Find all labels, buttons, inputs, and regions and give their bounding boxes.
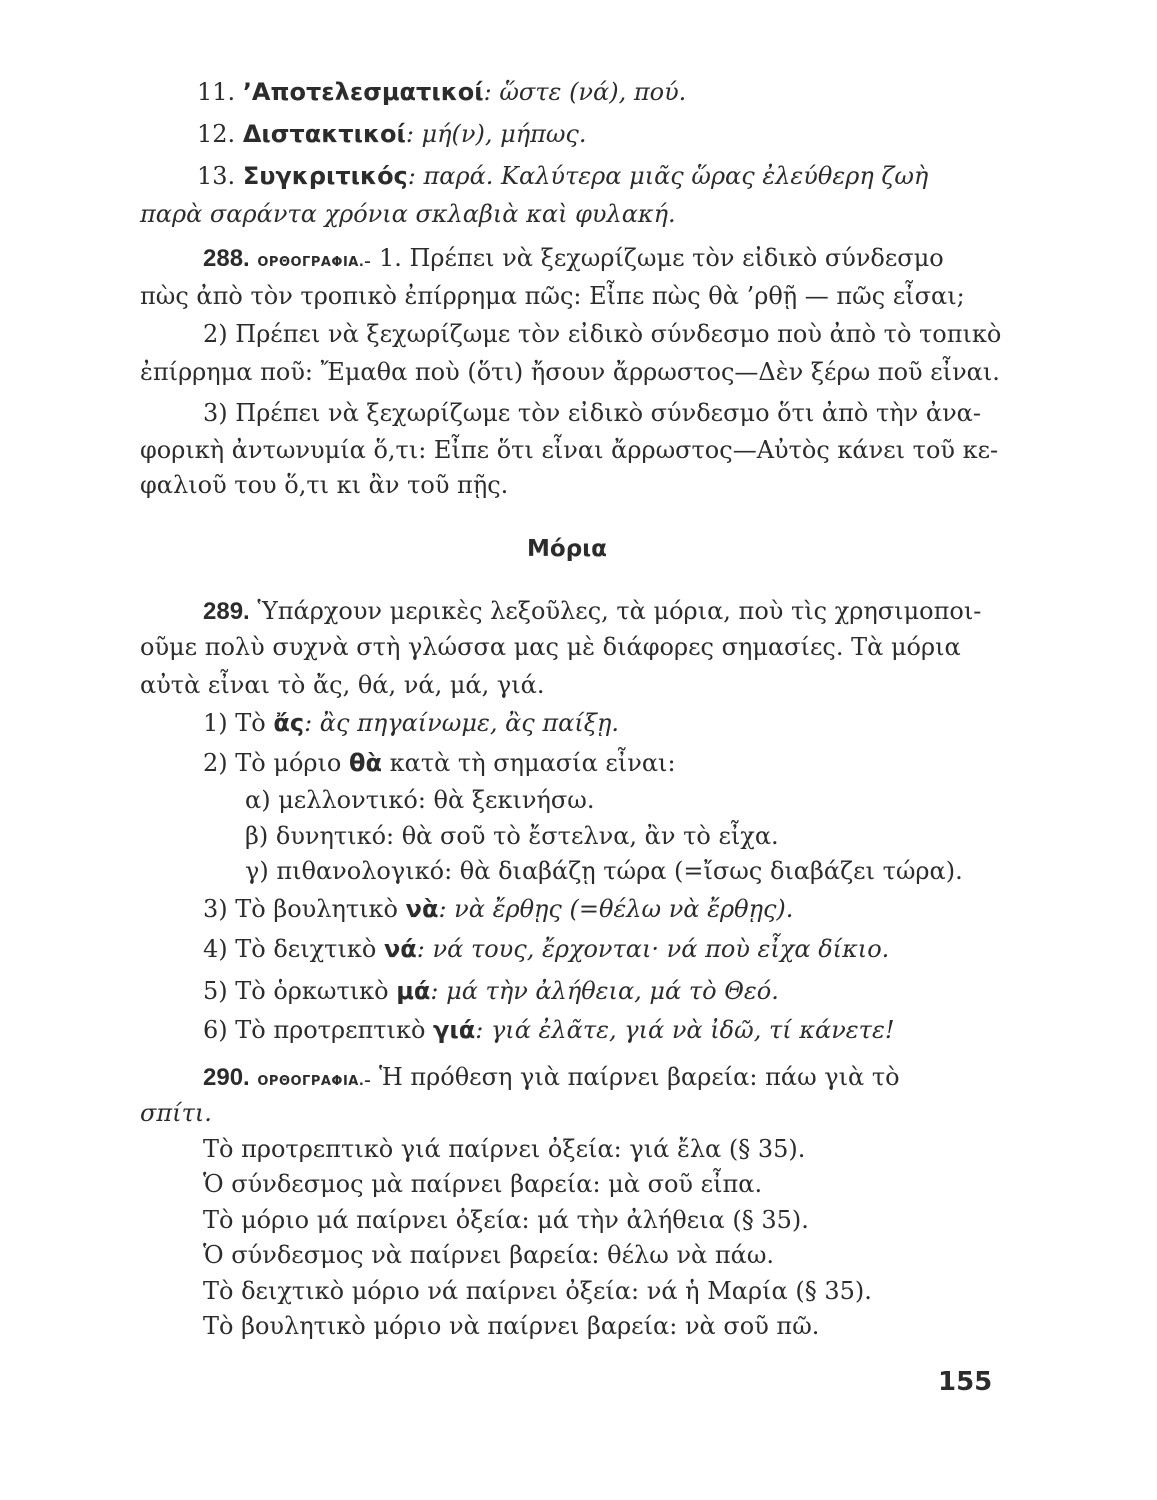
paragraph-line: ἐπίρρημα ποῦ: Ἔμαθα ποὺ (ὅτι) ἤσουν ἄρρωστος—Δὲν ξέρω ποῦ εἶναι. — [140, 358, 1000, 386]
list-item-11: 11. ’Αποτελεσματικοί: ὥστε (νά), πού. — [197, 78, 687, 106]
sub-item: β) δυνητικό: θὰ σοῦ τὸ ἔστελνα, ἂν τὸ εἶχα. — [245, 822, 779, 850]
rule-line: Τὸ μόριο μά παίρνει ὀξεία: μά τὴν ἀλήθεια (§ 35). — [203, 1206, 809, 1234]
rule-line: Ὁ σύνδεσμος νὰ παίρνει βαρεία: θέλω νὰ πάω. — [203, 1241, 775, 1269]
paragraph-line: πὼς ἀπὸ τὸν τροπικὸ ἐπίρρημα πῶς: Εἶπε πὼς θὰ ’ρθῇ — πῶς εἶσαι; — [140, 282, 965, 310]
rule-line: Τὸ προτρεπτικὸ γιά παίρνει ὀξεία: γιά ἔλα (§ 35). — [203, 1135, 806, 1163]
list-item-13: 13. Συγκριτικός: παρά. Καλύτερα μιᾶς ὥρας ἐλεύθερη ζωὴ — [197, 162, 929, 190]
sub-item: α) μελλοντικό: θὰ ξεκινήσω. — [245, 786, 595, 814]
paragraph-line: οῦμε πολὺ συχνὰ στὴ γλώσσα μας μὲ διάφορες σημασίες. Τὰ μόρια — [140, 633, 961, 661]
list-item-12: 12. Διστακτικοί: μή(ν), μήπως. — [197, 120, 587, 148]
list-item-13-cont: παρὰ σαράντα χρόνια σκλαβιὰ καὶ φυλακή. — [140, 200, 676, 228]
list-item: 6) Τὸ προτρεπτικὸ γιά: γιά ἐλᾶτε, γιά νὰ ἰδῶ, τί κάνετε! — [203, 1016, 895, 1044]
section-heading: Μόρια — [527, 536, 607, 562]
section-290: 290. ΟΡΘΟΓΡΑΦΙΑ.– Ἡ πρόθεση γιὰ παίρνει βαρεία: πάω γιὰ τὸ — [203, 1063, 900, 1091]
list-item: 2) Τὸ μόριο θὰ κατὰ τὴ σημασία εἶναι: — [203, 749, 676, 777]
paragraph-line: 3) Πρέπει νὰ ξεχωρίζωμε τὸν εἰδικὸ σύνδεσμο ὅτι ἀπὸ τὴν ἀνα- — [203, 399, 981, 427]
paragraph-line: φορικὴ ἀντωνυμία ὅ,τι: Εἶπε ὅτι εἶναι ἄρρωστος—Αὐτὸς κάνει τοῦ κε- — [140, 436, 999, 464]
list-item: 4) Τὸ δειχτικὸ νά: νά τους, ἔρχονται· νά ποὺ εἶχα δίκιο. — [203, 935, 890, 963]
list-item: 5) Τὸ ὁρκωτικὸ μά: μά τὴν ἀλήθεια, μά τὸ Θεό. — [203, 977, 779, 1005]
list-item: 1) Τὸ ἄς: ἂς πηγαίνωμε, ἂς παίξῃ. — [203, 709, 619, 737]
section-288: 288. ΟΡΘΟΓΡΑΦΙΑ.– 1. Πρέπει νὰ ξεχωρίζωμε τὸν εἰδικὸ σύνδεσμο — [203, 244, 944, 272]
sub-item: γ) πιθανολογικό: θὰ διαβάζῃ τώρα (=ἴσως διαβάζει τώρα). — [245, 857, 963, 885]
rule-line: Τὸ δειχτικὸ μόριο νά παίρνει ὀξεία: νά ἡ Μαρία (§ 35). — [203, 1277, 872, 1305]
section-289: 289. Ὑπάρχουν μερικὲς λεξοῦλες, τὰ μόρια, ποὺ τὶς χρησιμοποι- — [203, 597, 982, 625]
paragraph-line: αὐτὰ εἶναι τὸ ἄς, θά, νά, μά, γιά. — [140, 671, 545, 699]
list-item: 3) Τὸ βουλητικὸ νὰ: νὰ ἔρθῃς (=θέλω νὰ ἔρθῃς). — [203, 895, 794, 923]
paragraph-line: σπίτι. — [140, 1099, 212, 1127]
paragraph-line: 2) Πρέπει νὰ ξεχωρίζωμε τὸν εἰδικὸ σύνδεσμο ποὺ ἀπὸ τὸ τοπικὸ — [203, 320, 1002, 348]
rule-line: Ὁ σύνδεσμος μὰ παίρνει βαρεία: μὰ σοῦ εἶπα. — [203, 1170, 763, 1198]
paragraph-line: φαλιοῦ του ὅ,τι κι ἂν τοῦ πῇς. — [140, 471, 509, 499]
page-number: 155 — [938, 1367, 993, 1397]
rule-line: Τὸ βουλητικὸ μόριο νὰ παίρνει βαρεία: νὰ σοῦ πῶ. — [203, 1312, 820, 1340]
